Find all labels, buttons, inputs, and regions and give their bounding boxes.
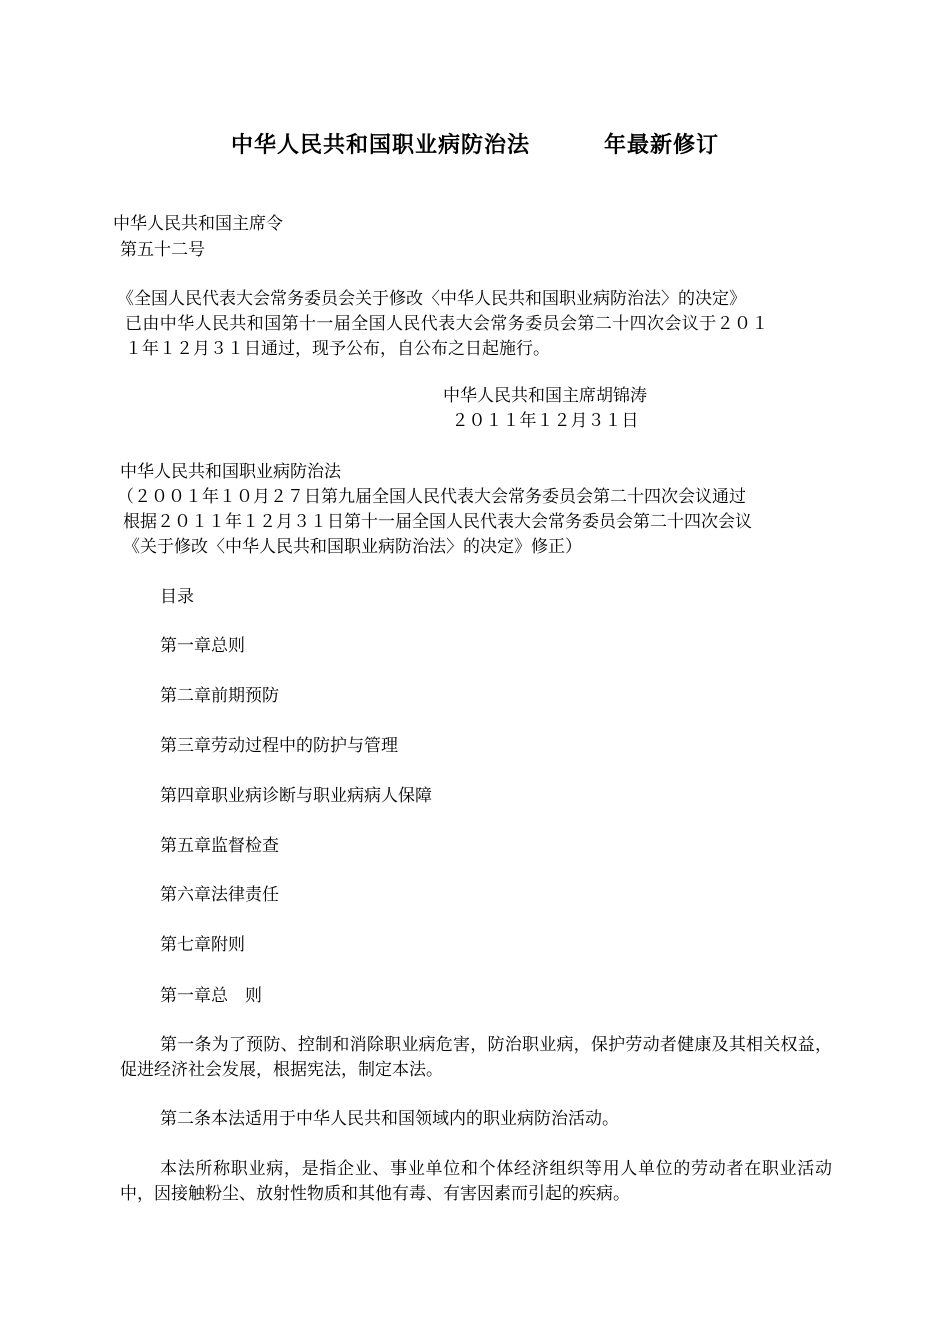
- order-issuer: 中华人民共和国主席令: [113, 214, 283, 234]
- law-name: 中华人民共和国职业病防治法: [120, 462, 341, 482]
- toc-chapter-1: 第一章总则: [160, 636, 245, 656]
- law-history-line-1: （２００１年１０月２７日第九届全国人民代表大会常务委员会第二十四次会议通过: [117, 487, 746, 507]
- toc-heading: 目录: [160, 587, 194, 607]
- order-number: 第五十二号: [120, 240, 205, 260]
- announcement-line-2: 已由中华人民共和国第十一届全国人民代表大会常务委员会第二十四次会议于２０１: [125, 314, 769, 334]
- toc-chapter-3: 第三章劳动过程中的防护与管理: [160, 736, 398, 756]
- announcement-line-3: １年１２月３１日通过，现予公布，自公布之日起施行。: [125, 339, 550, 359]
- signature-name: 中华人民共和国主席胡锦涛: [443, 386, 647, 406]
- article-2: 第二条本法适用于中华人民共和国领域内的职业病防治活动。: [160, 1109, 619, 1129]
- law-history-line-2: 根据２０１１年１２月３１日第十一届全国人民代表大会常务委员会第二十四次会议: [123, 512, 752, 532]
- document-title: [0, 128, 950, 159]
- title-suffix: 年最新修订: [604, 133, 720, 158]
- signature-date: ２０１１年１２月３１日: [451, 411, 639, 431]
- article-1: 第一条为了预防、控制和消除职业病危害，防治职业病，保护劳动者健康及其相关权益，促进经济社会发展，根据宪法，制定本法。: [120, 1035, 832, 1080]
- toc-chapter-4: 第四章职业病诊断与职业病病人保障: [160, 786, 432, 806]
- occupational-disease-definition: 本法所称职业病，是指企业、事业单位和个体经济组织等用人单位的劳动者在职业活动中，因接触粉尘、放射性物质和其他有毒、有害因素而引起的疾病。: [120, 1159, 832, 1204]
- announcement-line-1: 《全国人民代表大会常务委员会关于修改〈中华人民共和国职业病防治法〉的决定》: [117, 289, 746, 309]
- toc-chapter-6: 第六章法律责任: [160, 885, 279, 905]
- toc-chapter-2: 第二章前期预防: [160, 686, 279, 706]
- law-history-line-3: 《关于修改〈中华人民共和国职业病防治法〉的决定》修正）: [123, 537, 582, 557]
- toc-chapter-5: 第五章监督检查: [160, 836, 279, 856]
- chapter-1-heading: 第一章总 则: [160, 986, 262, 1006]
- toc-chapter-7: 第七章附则: [160, 935, 245, 955]
- title-main: 中华人民共和国职业病防治法: [230, 133, 530, 158]
